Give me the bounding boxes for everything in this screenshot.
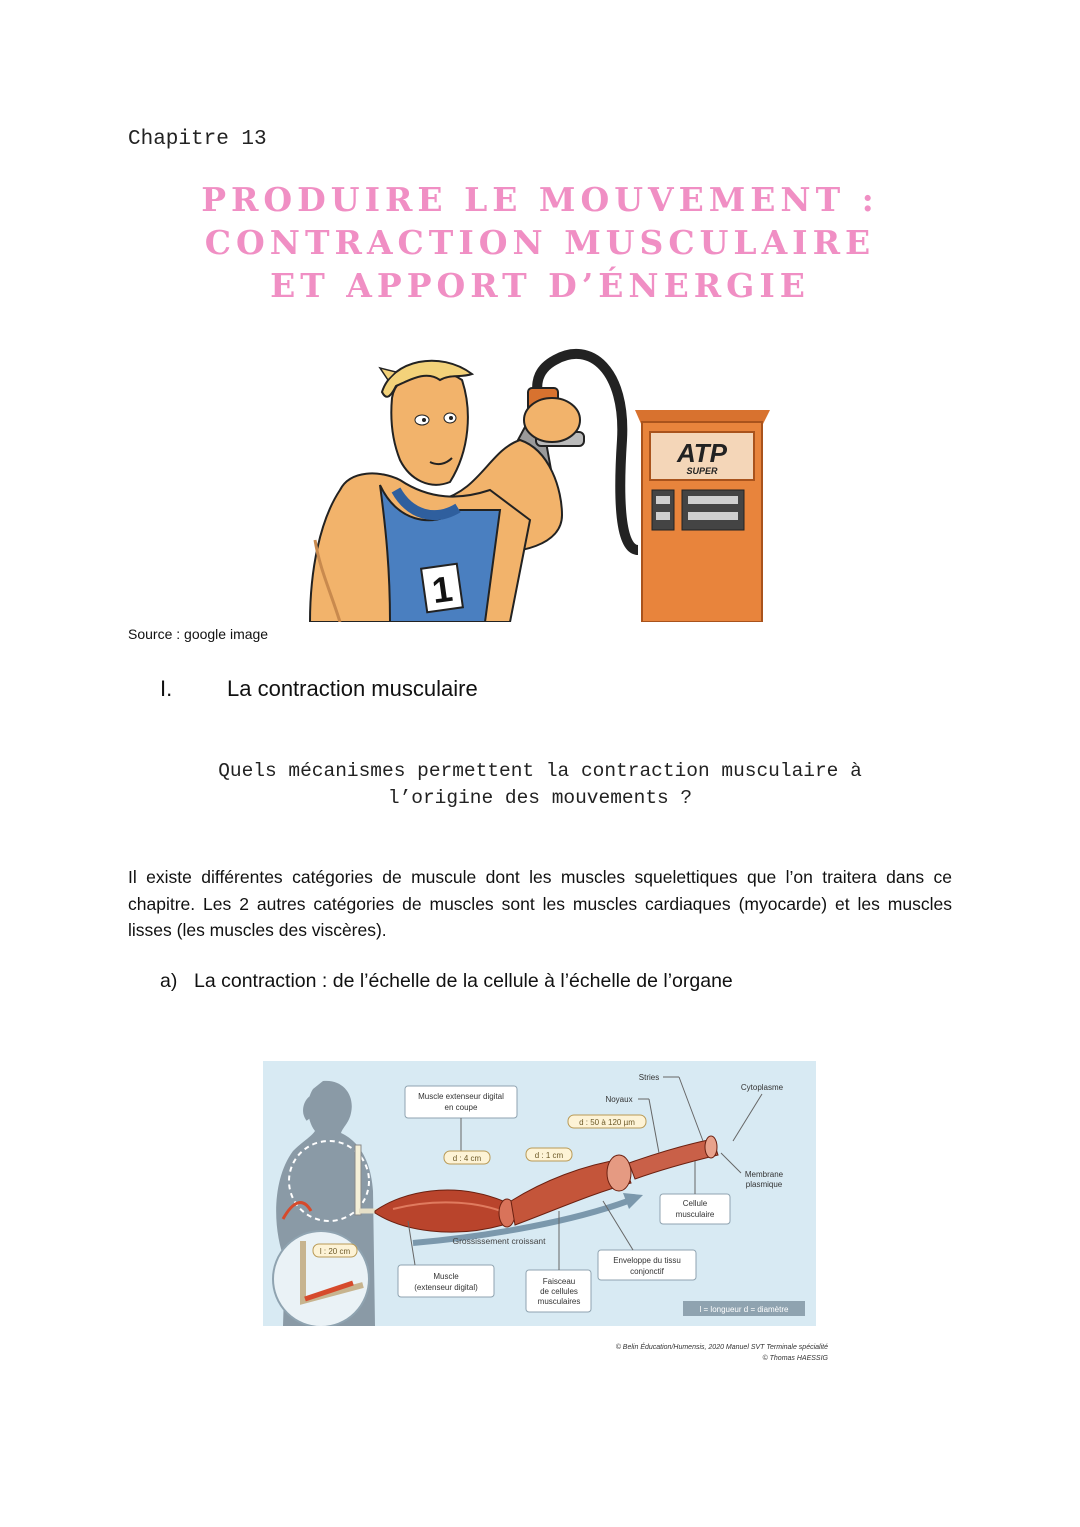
label-faisceau-2: de cellules [540, 1287, 578, 1296]
label-d-4cm: d : 4 cm [452, 1154, 482, 1163]
title-line-3: ET APPORT D’ÉNERGIE [270, 266, 810, 305]
page-title [0, 178, 1080, 307]
label-enveloppe-2: conjonctif [630, 1267, 664, 1276]
label-d-1cm: d : 1 cm [534, 1151, 564, 1160]
shirt-number: 1 [429, 567, 455, 612]
subsection-label: a) [160, 970, 178, 992]
label-stries: Stries [638, 1073, 660, 1082]
label-membrane-1: Membrane [744, 1170, 784, 1179]
label-muscle-2: (extenseur digital) [414, 1283, 478, 1292]
label-faisceau-3: musculaires [537, 1297, 581, 1306]
label-membrane-2: plasmique [745, 1180, 783, 1189]
label-enveloppe-1: Enveloppe du tissu [613, 1256, 681, 1265]
atp-pump-illustration [300, 340, 780, 622]
label-faisceau-1: Faisceau [542, 1277, 576, 1286]
question-line-2: l’origine des mouvements ? [387, 787, 693, 809]
label-cellule-2: musculaire [675, 1210, 715, 1219]
credit-line-1: © Belin Éducation/Humensis, 2020 Manuel SVT Terminale spécialité [615, 1344, 828, 1351]
section-heading [160, 676, 478, 702]
diagram-legend: l = longueur d = diamètre [699, 1305, 789, 1314]
label-muscle-1: Muscle [433, 1272, 459, 1281]
chapter-label: Chapitre 13 [128, 128, 267, 151]
section-number: I. [160, 676, 173, 701]
title-line-1: PRODUIRE LE MOUVEMENT : [201, 180, 879, 219]
image-source: Source : google image [128, 626, 269, 642]
pump-atp-label: ATP [676, 438, 728, 468]
label-noyaux: Noyaux [605, 1095, 633, 1104]
label-d-50-120: d : 50 à 120 µm [579, 1118, 635, 1127]
title-line-2: CONTRACTION MUSCULAIRE [204, 223, 876, 262]
label-l-20cm: l : 20 cm [319, 1247, 351, 1256]
subsection-title: La contraction : de l’échelle de la cellule à l’échelle de l’organe [194, 970, 733, 992]
guiding-question [130, 758, 950, 812]
label-muscle-section-2: en coupe [444, 1103, 478, 1112]
credit-line-2: © Thomas HAESSIG [762, 1355, 828, 1362]
subsection-heading [160, 970, 733, 993]
label-cytoplasme: Cytoplasme [740, 1083, 784, 1092]
pump-super-label: SUPER [686, 466, 718, 476]
label-grossissement: Grossissement croissant [452, 1236, 546, 1246]
section-title: La contraction musculaire [227, 676, 478, 701]
image-credit [560, 1342, 828, 1364]
muscle-scale-diagram [263, 1061, 816, 1326]
intro-paragraph: Il existe différentes catégories de muscule dont les muscles squelettiques que l’on traitera dans ce chapitre. Les 2 autres catégories de muscles sont les muscles cardiaques (myocarde) et les muscles lisses (les muscles des viscères). [128, 867, 952, 940]
label-cellule-1: Cellule [682, 1199, 708, 1208]
question-line-1: Quels mécanismes permettent la contraction musculaire à [218, 760, 862, 782]
label-muscle-section-1: Muscle extenseur digital [418, 1092, 504, 1101]
